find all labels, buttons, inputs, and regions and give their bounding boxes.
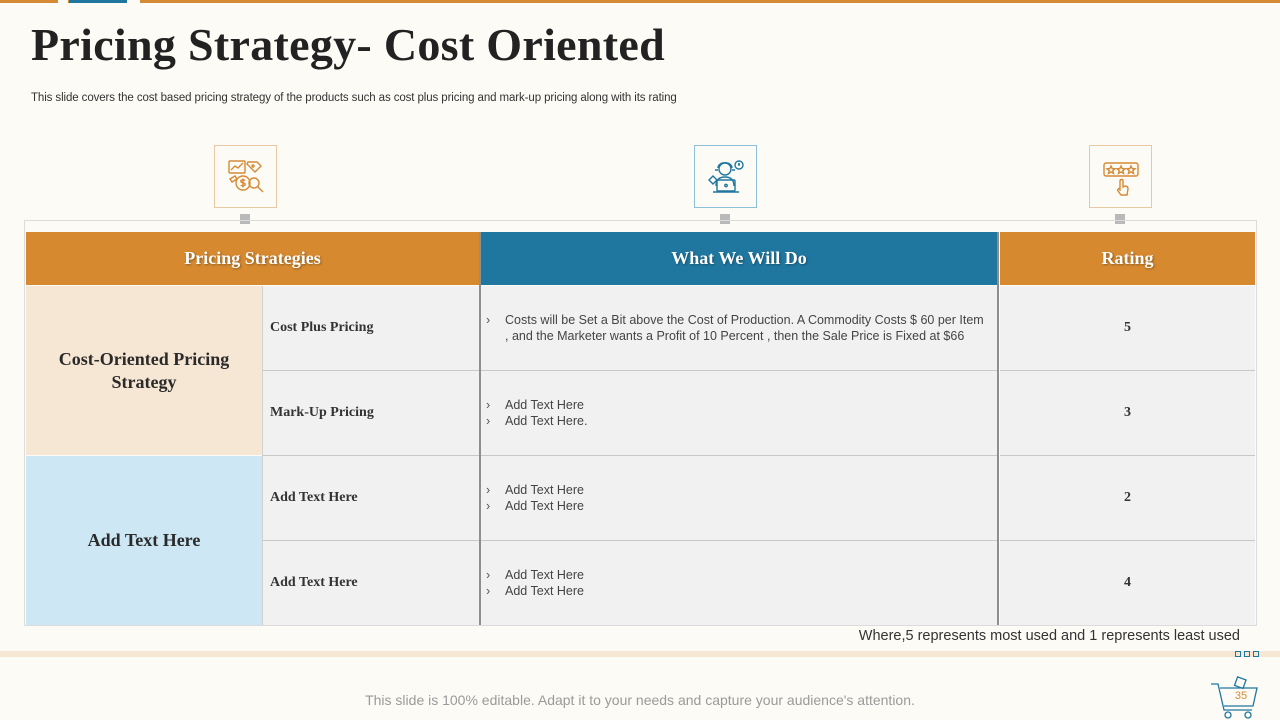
description-cell xyxy=(481,286,997,371)
bullet-line xyxy=(486,498,985,515)
bullet-icon: › xyxy=(486,312,491,327)
slide-subtitle: This slide covers the cost based pricing strategy of the products such as cost plus pricing and mark-up pricing along with its rating xyxy=(31,92,677,104)
page-number: 35 xyxy=(1234,690,1248,702)
person-at-laptop-icon-box xyxy=(694,145,757,208)
description-cell xyxy=(481,371,997,456)
bullet-icon: › xyxy=(486,414,491,428)
pricing-analysis-icon-box xyxy=(214,145,277,208)
top-accent-gap xyxy=(127,0,140,3)
bullet-line xyxy=(486,482,985,499)
column-separator xyxy=(997,232,999,625)
top-accent-gap xyxy=(58,0,68,3)
bullet-icon: › xyxy=(486,567,491,582)
bullet-text: Add Text Here xyxy=(505,584,584,598)
strategy-cell: Add Text Here xyxy=(262,541,479,625)
person-at-laptop-icon xyxy=(705,156,747,198)
group-cost-oriented: Cost-Oriented Pricing Strategy xyxy=(26,286,262,455)
rating-note: Where,5 represents most used and 1 represents least used xyxy=(858,628,1240,644)
bottom-band xyxy=(0,651,1280,657)
bullet-line xyxy=(486,567,985,584)
bullet-line xyxy=(486,583,985,600)
bullet-text: Add Text Here xyxy=(505,499,584,513)
bullet-line xyxy=(486,413,985,430)
column-separator xyxy=(479,232,481,625)
bullet-text: Add Text Here. xyxy=(505,414,588,428)
group-add-text: Add Text Here xyxy=(26,456,262,625)
bullet-text: Costs will be Set a Bit above the Cost of Production. A Commodity Costs $ 60 per Item , and the Marketer wants a Profit of 10 Percent , then the Sale Price is Fixed at $66 xyxy=(505,312,984,343)
strategy-cell: Add Text Here xyxy=(262,456,479,541)
bullet-icon: › xyxy=(486,482,491,497)
top-accent-blue xyxy=(69,0,127,3)
bullet-text: Add Text Here xyxy=(505,482,584,497)
star-rating-hand-icon xyxy=(1101,157,1141,197)
rating-cell: 3 xyxy=(1000,371,1255,456)
bullet-line xyxy=(486,397,985,414)
star-rating-icon-box xyxy=(1089,145,1152,208)
bullet-icon: › xyxy=(486,584,491,598)
bullet-icon: › xyxy=(486,397,491,412)
header-pricing-strategies: Pricing Strategies xyxy=(26,232,479,285)
rating-cell: 4 xyxy=(1000,541,1255,625)
description-cell xyxy=(481,541,997,625)
rating-cell: 2 xyxy=(1000,456,1255,541)
slide-title: Pricing Strategy- Cost Oriented xyxy=(31,19,665,70)
description-cell xyxy=(481,456,997,541)
strategy-cell: Cost Plus Pricing xyxy=(262,286,479,371)
strategy-cell: Mark-Up Pricing xyxy=(262,371,479,456)
rating-cell: 5 xyxy=(1000,286,1255,371)
header-rating: Rating xyxy=(1000,232,1255,285)
pricing-analysis-icon xyxy=(226,157,266,197)
top-accent-bar xyxy=(0,0,1280,3)
bullet-text: Add Text Here xyxy=(505,397,584,412)
footer-text: This slide is 100% editable. Adapt it to your needs and capture your audience's attention. xyxy=(365,692,915,708)
decorative-dots xyxy=(1235,651,1259,657)
bullet-line xyxy=(486,312,985,345)
bullet-text: Add Text Here xyxy=(505,567,584,582)
header-what-we-will-do: What We Will Do xyxy=(481,232,997,285)
bullet-icon: › xyxy=(486,499,491,513)
